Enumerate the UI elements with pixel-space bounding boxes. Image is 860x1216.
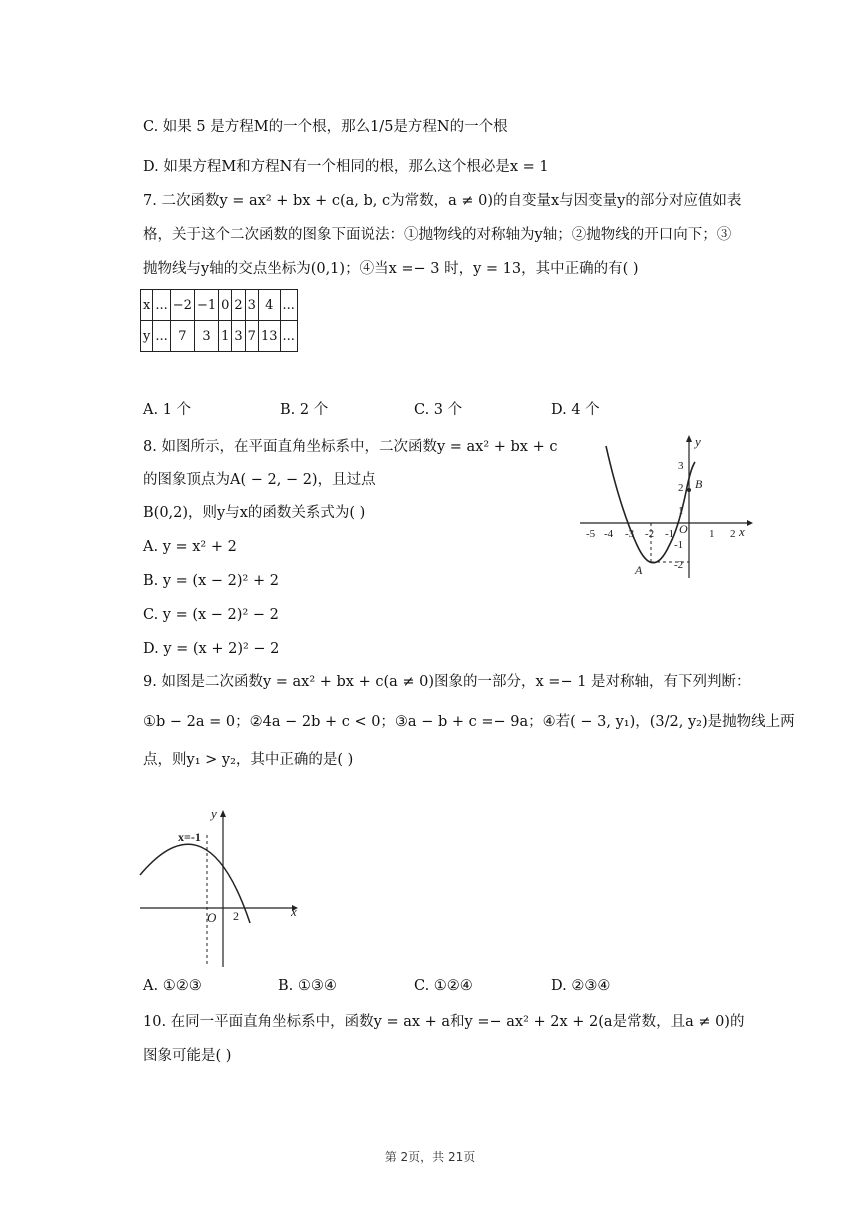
point-a-label: A (635, 563, 643, 577)
q8-stem-line3: B(0,2)，则y与x的函数关系式为( ) (143, 505, 366, 521)
q7-stem-line3: 抛物线与y轴的交点坐标为(0,1)；④当x =− 3 时，y = 13，其中正确的有( ) (143, 261, 639, 277)
table-cell: ... (280, 290, 297, 321)
origin-label: O (679, 522, 688, 536)
table-cell: ... (280, 321, 297, 352)
q8-option-a: A. y = x² + 2 (143, 539, 237, 555)
table-cell: 0 (219, 290, 232, 321)
point-b (687, 488, 691, 492)
table-cell: 3 (194, 321, 218, 352)
q10-stem-line1: 10. 在同一平面直角坐标系中，函数y = ax + a和y =− ax² + 2x + 2(a是常数，且a ≠ 0)的 (143, 1014, 745, 1030)
q8-option-d: D. y = (x + 2)² − 2 (143, 641, 280, 657)
table-cell: −1 (194, 290, 218, 321)
q9-option-a: A. ①②③ (143, 978, 202, 994)
x-axis-label: x (291, 904, 297, 919)
q8-stem-line1: 8. 如图所示，在平面直角坐标系中，二次函数y = ax² + bx + c (143, 439, 558, 455)
table-cell: ... (153, 290, 170, 321)
y-axis-arrow (220, 810, 226, 817)
x-tick-label: -5 (586, 528, 596, 540)
q7-stem-line1: 7. 二次函数y = ax² + bx + c(a, b, c为常数，a ≠ 0)的自变量x与因变量y的部分对应值如表 (143, 193, 742, 209)
y-tick-label: 2 (678, 482, 684, 494)
table-cell: 1 (219, 321, 232, 352)
q9-stem-line1: 9. 如图是二次函数y = ax² + bx + c(a ≠ 0)图象的一部分，x =− 1 是对称轴，有下列判断： (143, 674, 751, 690)
y-axis-label: y (211, 806, 217, 821)
q8-parabola-figure (575, 432, 755, 582)
table-row-x (141, 290, 298, 321)
table-cell: −2 (170, 290, 194, 321)
origin-label: O (207, 910, 217, 925)
x-tick-label: -3 (625, 528, 635, 540)
table-row-y (141, 321, 298, 352)
q7-option-b: B. 2 个 (280, 402, 329, 418)
table-cell: 2 (232, 290, 245, 321)
q9-option-c: C. ①②④ (414, 978, 473, 994)
y-axis-label: y (695, 434, 701, 449)
q7-option-c: C. 3 个 (414, 402, 463, 418)
page-footer: 第 2页，共 21页 (384, 1150, 476, 1164)
q6-option-d: D. 如果方程M和方程N有一个相同的根，那么这个根必是x = 1 (143, 159, 549, 175)
symmetry-axis-label: x=-1 (178, 830, 201, 844)
x-axis-label: x (739, 524, 745, 539)
q9-option-d: D. ②③④ (551, 978, 611, 994)
table-cell: x (141, 290, 153, 321)
x-tick-label: 1 (709, 528, 715, 540)
x-tick-label: -4 (604, 528, 614, 540)
q9-parabola-figure (138, 805, 308, 970)
y-tick-label: 1 (678, 505, 684, 517)
table-cell: 7 (245, 321, 258, 352)
q8-option-c: C. y = (x − 2)² − 2 (143, 607, 279, 623)
q9-stem-line3: 点，则y₁ > y₂，其中正确的是( ) (143, 752, 354, 768)
table-cell: y (141, 321, 153, 352)
q7-stem-line2: 格，关于这个二次函数的图象下面说法：①抛物线的对称轴为y轴；②抛物线的开口向下；③ (143, 227, 732, 243)
x-tick-label: 2 (233, 909, 239, 923)
y-axis-arrow (686, 435, 692, 442)
x-axis-arrow (747, 520, 753, 526)
q7-value-table (140, 289, 298, 352)
q8-option-b: B. y = (x − 2)² + 2 (143, 573, 279, 589)
table-cell: ... (153, 321, 170, 352)
table-cell: 3 (245, 290, 258, 321)
q6-option-c: C. 如果 5 是方程M的一个根，那么1/5是方程N的一个根 (143, 119, 508, 135)
table-cell: 3 (232, 321, 245, 352)
table-cell: 7 (170, 321, 194, 352)
table-cell: 4 (258, 290, 280, 321)
q7-option-d: D. 4 个 (551, 402, 600, 418)
q9-stem-line2: ①b − 2a = 0；②4a − 2b + c < 0；③a − b + c =− 9a；④若( − 3, y₁)，(3/2, y₂)是抛物线上两 (143, 714, 795, 730)
q9-option-b: B. ①③④ (278, 978, 337, 994)
y-tick-label: -2 (674, 559, 684, 571)
x-tick-label: -1 (665, 528, 675, 540)
point-b-label: B (695, 477, 703, 491)
x-tick-label: -2 (645, 528, 655, 540)
q7-option-a: A. 1 个 (143, 402, 192, 418)
q8-stem-line2: 的图象顶点为A( − 2, − 2)，且过点 (143, 472, 376, 488)
table-cell: 13 (258, 321, 280, 352)
q10-stem-line2: 图象可能是( ) (143, 1048, 232, 1064)
y-tick-label: 3 (678, 460, 684, 472)
y-tick-label: -1 (674, 539, 684, 551)
x-tick-label: 2 (730, 528, 736, 540)
